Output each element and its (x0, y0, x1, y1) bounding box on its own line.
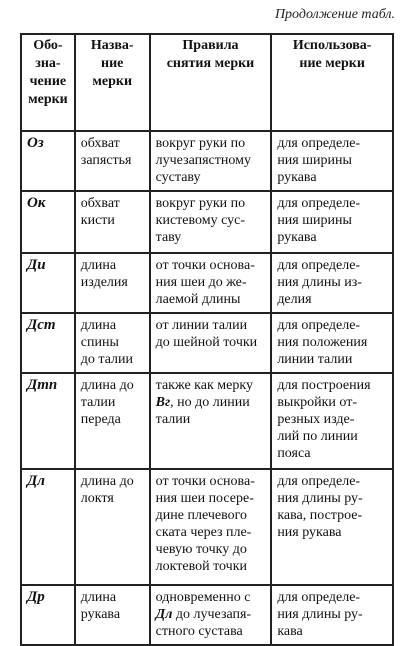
measure-code: Ди (21, 253, 75, 313)
table-row (21, 131, 393, 191)
measure-code: Ок (21, 191, 75, 253)
measure-rule: от линии талии до шейной точки (150, 313, 272, 373)
table-row (21, 313, 393, 373)
table-continuation-note: Продолжение табл. (274, 7, 395, 22)
header-usage: Использова- ние мерки (271, 34, 393, 131)
measure-code: Оз (21, 131, 75, 191)
rule-text: также как мерку (155, 378, 253, 393)
measure-name: обхват запястья (75, 131, 150, 191)
header-name: Назва- ние мерки (75, 34, 150, 131)
table-row (21, 469, 393, 585)
measure-use: для определе- ния ширины рукава (271, 191, 393, 253)
measure-rule: от точки основа- ния шеи посере- дине плечевого ската через пле- чевую точку до локтевой точки (150, 469, 272, 585)
measure-rule: вокруг руки по кистевому сус- таву (150, 191, 272, 253)
measure-name: длина спины до талии (75, 313, 150, 373)
measure-use: для определе- ния длины ру- кава (271, 585, 393, 645)
table-header-row (21, 34, 393, 131)
referenced-measure-code: Дл (155, 607, 173, 622)
measure-code: Дст (21, 313, 75, 373)
measure-code: Др (21, 585, 75, 645)
header-designation: Обо- зна- чение мерки (21, 34, 75, 131)
measure-name: длина до талии переда (75, 373, 150, 469)
measure-rule (150, 373, 272, 469)
header-rules: Правила снятия мерки (150, 34, 272, 131)
measure-rule: вокруг руки по лучезапястному суставу (150, 131, 272, 191)
measure-use: для определе- ния длины из- делия (271, 253, 393, 313)
measurements-table (20, 33, 394, 646)
referenced-measure-code: Вг (155, 395, 171, 410)
measure-name: длина рукава (75, 585, 150, 645)
measure-use: для построения выкройки от- резных изде- лий по линии пояса (271, 373, 393, 469)
measure-rule (150, 585, 272, 645)
measure-use: для определе- ния положения линии талии (271, 313, 393, 373)
rule-text: , но до линии талии (155, 395, 250, 427)
table-row (21, 191, 393, 253)
measure-use: для определе- ния ширины рукава (271, 131, 393, 191)
rule-text: одновременно с (155, 590, 251, 605)
measure-rule: от точки основа- ния шеи до же- лаемой длины (150, 253, 272, 313)
measure-name: длина до локтя (75, 469, 150, 585)
table-row (21, 253, 393, 313)
measure-name: обхват кисти (75, 191, 150, 253)
measure-code: Дтп (21, 373, 75, 469)
table-row (21, 373, 393, 469)
measure-name: длина изделия (75, 253, 150, 313)
table-row (21, 585, 393, 645)
rule-text: до лучезапя- стного сустава (155, 607, 252, 639)
measure-code: Дл (21, 469, 75, 585)
measure-use: для определе- ния длины ру- кава, построе- ния рукава (271, 469, 393, 585)
